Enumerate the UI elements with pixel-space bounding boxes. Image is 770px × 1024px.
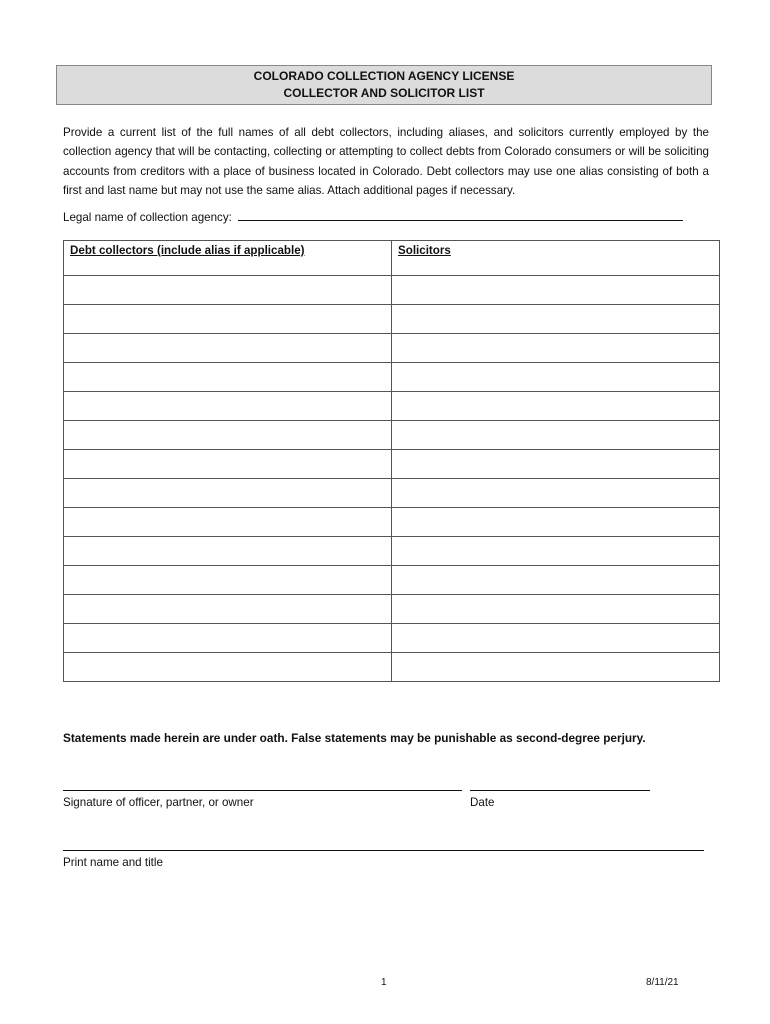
table-row xyxy=(64,276,720,305)
solicitors-header: Solicitors xyxy=(392,241,720,276)
revision-date: 8/11/21 xyxy=(646,977,679,988)
solicitor-cell[interactable] xyxy=(392,653,720,682)
form-title-box xyxy=(56,65,712,105)
table-row xyxy=(64,421,720,450)
solicitor-cell[interactable] xyxy=(392,334,720,363)
table-row xyxy=(64,334,720,363)
solicitor-cell[interactable] xyxy=(392,450,720,479)
debt-collector-cell[interactable] xyxy=(64,508,392,537)
table-row xyxy=(64,450,720,479)
table-row xyxy=(64,537,720,566)
debt-collector-cell[interactable] xyxy=(64,595,392,624)
legal-name-label: Legal name of collection agency: xyxy=(63,211,232,224)
form-title-line1: COLORADO COLLECTION AGENCY LICENSE xyxy=(253,69,515,83)
form-title-line2: COLLECTOR AND SOLICITOR LIST xyxy=(283,86,485,100)
table-row xyxy=(64,363,720,392)
oath-statement: Statements made herein are under oath. False statements may be punishable as second-degree perjury. xyxy=(63,731,646,745)
table-row xyxy=(64,624,720,653)
solicitor-cell[interactable] xyxy=(392,537,720,566)
print-name-label: Print name and title xyxy=(63,856,163,869)
signature-label: Signature of officer, partner, or owner xyxy=(63,796,254,809)
debt-collector-cell[interactable] xyxy=(64,479,392,508)
solicitor-cell[interactable] xyxy=(392,508,720,537)
solicitor-cell[interactable] xyxy=(392,305,720,334)
page-number: 1 xyxy=(381,977,387,988)
table-row xyxy=(64,392,720,421)
table-row xyxy=(64,508,720,537)
solicitor-cell[interactable] xyxy=(392,276,720,305)
table-header-row xyxy=(64,241,720,276)
solicitor-cell[interactable] xyxy=(392,363,720,392)
debt-collector-cell[interactable] xyxy=(64,421,392,450)
debt-collector-cell[interactable] xyxy=(64,392,392,421)
debt-collectors-header: Debt collectors (include alias if applicable) xyxy=(64,241,392,276)
table-row xyxy=(64,653,720,682)
debt-collector-cell[interactable] xyxy=(64,305,392,334)
debt-collector-cell[interactable] xyxy=(64,624,392,653)
legal-name-field[interactable] xyxy=(238,208,683,221)
signature-line[interactable] xyxy=(63,790,462,791)
date-label: Date xyxy=(470,796,495,809)
instructions-paragraph: Provide a current list of the full names of all debt collectors, including aliases, and solicitors currently employed by the collection agency that will be contacting, collecting or attempting to collect debts from Colorado consumers or will be soliciting accounts from creditors with a place of business located in Colorado. Debt collectors may use one alias consisting of both a first and last name but may not use the same alias. Attach additional pages if necessary. xyxy=(63,126,709,198)
solicitor-cell[interactable] xyxy=(392,392,720,421)
legal-name-row xyxy=(63,208,683,224)
solicitor-cell[interactable] xyxy=(392,421,720,450)
print-name-line[interactable] xyxy=(63,850,704,851)
table-row xyxy=(64,305,720,334)
debt-collector-cell[interactable] xyxy=(64,653,392,682)
table-row xyxy=(64,595,720,624)
solicitor-cell[interactable] xyxy=(392,624,720,653)
date-line[interactable] xyxy=(470,790,650,791)
table-row xyxy=(64,566,720,595)
solicitor-cell[interactable] xyxy=(392,479,720,508)
solicitor-cell[interactable] xyxy=(392,595,720,624)
collector-solicitor-table xyxy=(63,240,720,682)
table-row xyxy=(64,479,720,508)
debt-collector-cell[interactable] xyxy=(64,276,392,305)
debt-collector-cell[interactable] xyxy=(64,450,392,479)
debt-collector-cell[interactable] xyxy=(64,566,392,595)
debt-collector-cell[interactable] xyxy=(64,537,392,566)
debt-collector-cell[interactable] xyxy=(64,363,392,392)
debt-collector-cell[interactable] xyxy=(64,334,392,363)
solicitor-cell[interactable] xyxy=(392,566,720,595)
